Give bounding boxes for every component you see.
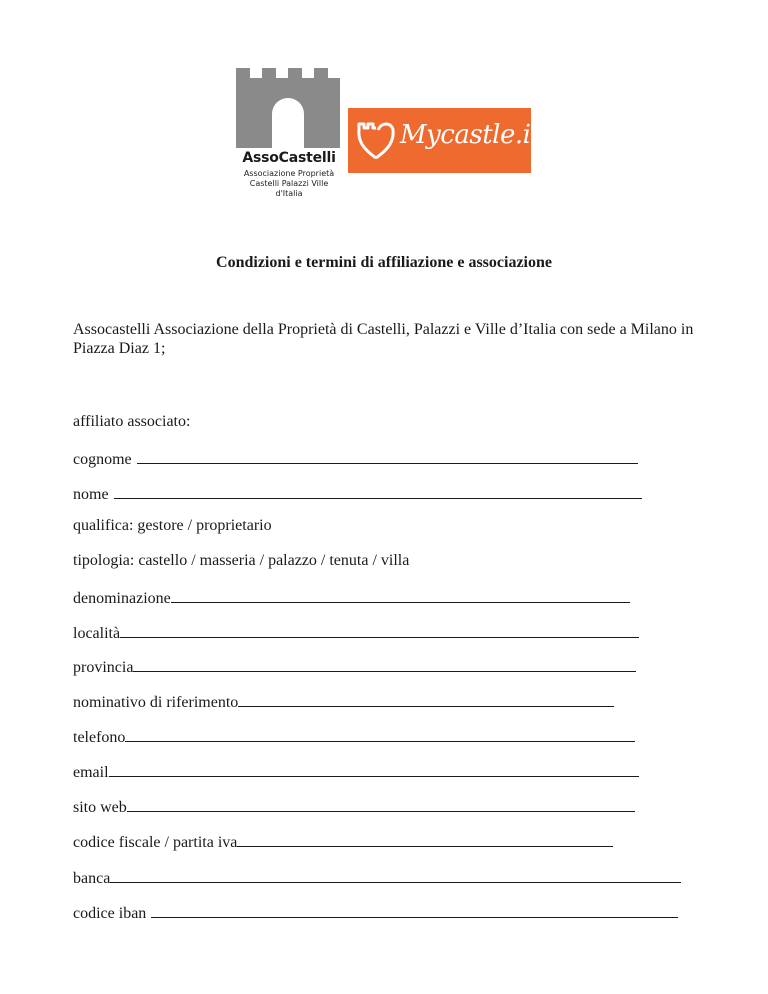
castle-tower-icon [236, 68, 340, 148]
blank-line[interactable] [110, 868, 681, 883]
blank-line[interactable] [109, 762, 639, 777]
blank-line[interactable] [151, 903, 678, 918]
field-label: banca [73, 870, 111, 887]
field-label: provincia [73, 659, 134, 676]
field-label: qualifica: gestore / proprietario [73, 517, 272, 534]
field-nome [73, 484, 642, 504]
field-sito-web [73, 797, 635, 817]
assocastelli-subtitle-line: Castelli Palazzi Ville [249, 179, 329, 188]
field-email [73, 762, 639, 782]
field-label: nominativo di riferimento [73, 694, 239, 711]
field-label: codice fiscale / partita iva [73, 834, 238, 851]
blank-line[interactable] [237, 832, 613, 847]
assocastelli-name: AssoCastelli [242, 150, 336, 166]
blank-line[interactable] [238, 692, 614, 707]
field-cognome [73, 449, 638, 469]
field-denominazione [73, 588, 630, 608]
field-localita [73, 623, 639, 643]
affiliato-label: affiliato associato: [73, 413, 191, 430]
field-label: telefono [73, 729, 126, 746]
field-codice-fiscale [73, 832, 613, 852]
field-label: email [73, 764, 109, 781]
field-banca [73, 868, 681, 888]
blank-line[interactable] [114, 484, 642, 499]
document-title: Condizioni e termini di affiliazione e associazione [216, 254, 552, 271]
field-label: località [73, 625, 121, 642]
blank-line[interactable] [127, 797, 635, 812]
field-label: nome [73, 486, 109, 503]
field-telefono [73, 727, 635, 747]
assocastelli-subtitle-line: d'Italia [275, 189, 303, 198]
mycastle-logo [348, 108, 541, 173]
field-label: cognome [73, 451, 132, 468]
intro-paragraph: Assocastelli Associazione della Proprietà di Castelli, Palazzi e Ville d’Italia con sede a Milano in Piazza Diaz 1; [73, 321, 694, 357]
blank-line[interactable] [133, 657, 636, 672]
field-label: sito web [73, 799, 127, 816]
field-label: codice iban [73, 905, 147, 922]
assocastelli-logo [233, 68, 343, 203]
blank-line[interactable] [137, 449, 638, 464]
field-nominativo [73, 692, 614, 712]
field-provincia [73, 657, 636, 677]
field-label: tipologia: castello / masseria / palazzo / tenuta / villa [73, 552, 410, 569]
mycastle-wordmark: Mycastle.it [400, 120, 541, 150]
field-codice-iban [73, 903, 678, 923]
assocastelli-subtitle-line: Associazione Proprietà [243, 169, 335, 178]
castle-heart-icon [356, 118, 396, 162]
blank-line[interactable] [171, 588, 630, 603]
assocastelli-subtitle [233, 169, 345, 199]
field-tipologia [73, 552, 409, 572]
blank-line[interactable] [125, 727, 635, 742]
field-qualifica [73, 517, 272, 537]
field-label: denominazione [73, 590, 171, 607]
blank-line[interactable] [120, 623, 639, 638]
